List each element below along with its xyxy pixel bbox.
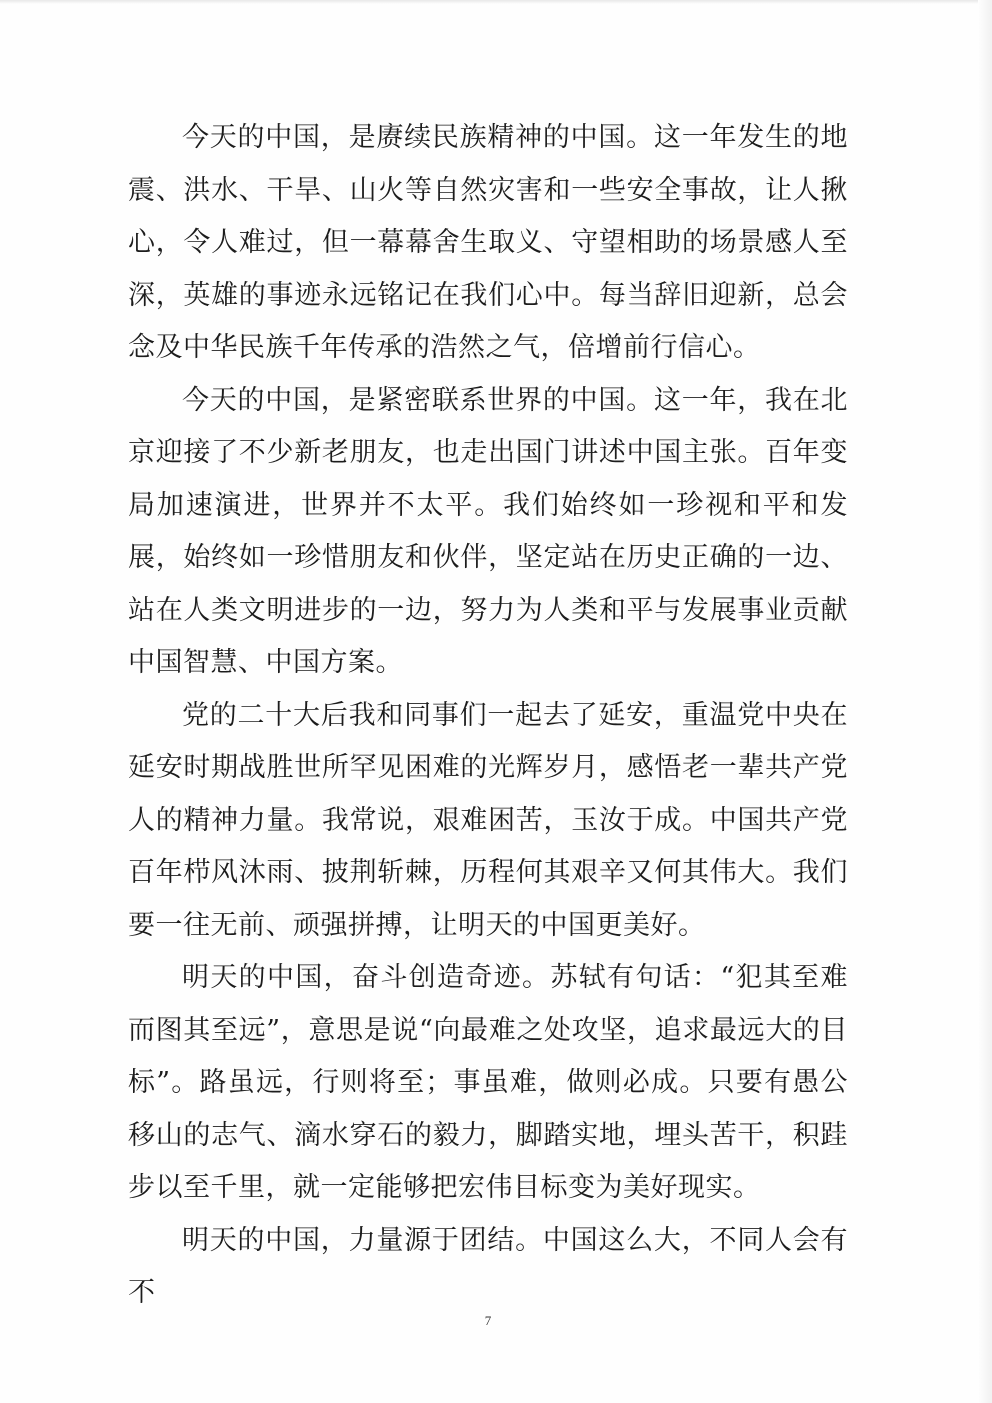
paragraph-1: 今天的中国，是赓续民族精神的中国。这一年发生的地震、洪水、干旱、山火等自然灾害和一些安全事故，让人揪心，令人难过，但一幕幕舍生取义、守望相助的场景感人至深，英雄的事迹永远铭记在我们心中。每当辞旧迎新，总会念及中华民族千年传承的浩然之气，倍增前行信心。 <box>128 122 848 363</box>
paragraph-2: 今天的中国，是紧密联系世界的中国。这一年，我在北京迎接了不少新老朋友，也走出国门讲述中国主张。百年变局加速演进，世界并不太平。我们始终如一珍视和平和发展，始终如一珍惜朋友和伙伴，坚定站在历史正确的一边、站在人类文明进步的一边，努力为人类和平与发展事业贡献中国智慧、中国方案。 <box>128 384 848 678</box>
paragraph-4: 明天的中国，奋斗创造奇迹。苏轼有句话：“犯其至难而图其至远”，意思是说“向最难之处攻坚，追求最远大的目标”。路虽远，行则将至；事虽难，做则必成。只要有愚公移山的志气、滴水穿石的毅力，脚踏实地，埋头苦干，积跬步以至千里，就一定能够把宏伟目标变为美好现实。 <box>128 962 848 1203</box>
scan-edge-top <box>0 0 992 4</box>
paragraph-3: 党的二十大后我和同事们一起去了延安，重温党中央在延安时期战胜世所罕见困难的光辉岁月，感悟老一辈共产党人的精神力量。我常说，艰难困苦，玉汝于成。中国共产党百年栉风沐雨、披荆斩棘，历程何其艰辛又何其伟大。我们要一往无前、顽强拼搏，让明天的中国更美好。 <box>128 699 848 941</box>
page-number: 7 <box>484 1313 492 1328</box>
body-text <box>128 112 848 1320</box>
paragraph-5: 明天的中国，力量源于团结。中国这么大，不同人会有不 <box>128 1224 848 1308</box>
scan-edge-right <box>978 0 992 1403</box>
